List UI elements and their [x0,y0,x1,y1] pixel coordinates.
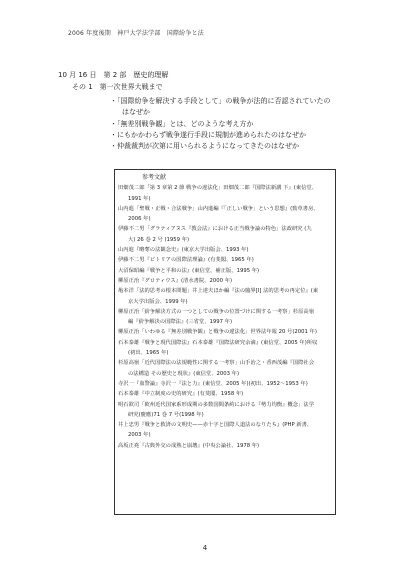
page-number: 4 [202,544,208,552]
reference-entry: 高坂正堯『古典外交の成熟と崩壊』(中央公論社、1978 年) [118,442,260,449]
question-item: ・「無差別戦争観」とは、どのような考え方か [110,119,254,128]
references-title: 参考文献 [142,174,167,181]
reference-entry: 杉原高嶺「近代国際法の法規範性に関する一考察」山手治之・香西茂編『国際社会 の法構造 その歴史と現状』(東信堂、2003 年) [118,360,314,377]
question-list [110,96,380,152]
subsection-heading: その 1 第一次世界大戦まで [72,83,163,91]
reference-entry: 柳原正治「いわゆる『無差別戦争観』と戦争の違法化」世界法年報 20 号(2001 年) [118,329,317,336]
reference-entry: 山内進「聖戦・正戦・合法戦争」山内進編『「正しい戦争」という思想』(勁草書房、 2006 年) [118,205,319,223]
reference-entry: 明石欽司「欧州近代国家系形成期の多数国間条約における『勢力均衡』概念」法学 研究(慶應)71 巻 7 号(1998 年) [118,401,314,418]
reference-entry: 山内進『略奪の法観念史』(東京大学出版会、1993 年) [118,247,249,254]
page-header: 2006 年度後期 神戸大学法学部 国際紛争と法 [68,30,204,37]
question-item: ・仲裁裁判が次第に用いられるようになってきたのはなぜか [110,142,299,151]
reference-entry: 石本泰雄『中立制度の史的研究』(有斐閣、1958 年) [118,391,244,398]
reference-entry: 井上忠男『戦争と救済の文明史——赤十字と国際人道法のなりたち』(PHP 新書、 2003 年) [118,422,313,439]
question-item: ・「国際紛争を解決する手段として」の戦争が法的に否認されていたの はなぜか [110,97,331,117]
reference-entry: 柳原正治『グロティウス』(清水書院、2000 年) [118,277,233,284]
reference-entry: 石本泰雄『戦争と現代国際法』石本泰雄『国際法研究余滴』(東信堂、2005 年)所収 (初出、1965 年) [118,339,318,357]
reference-entry: 柳原正治「紛争解決方式の一つとしての戦争の位置づけに関する一考察」杉原高嶺 編『紛争解決の国際法』(三省堂、1997 年) [118,308,314,326]
reference-entry: 伊藤不二男『ビトリアの国際法理論』(有斐閣、1965 年) [118,257,254,264]
references-list [118,183,332,451]
section-heading: 10 月 16 日 第 2 部 歴史的理解 [58,71,169,79]
question-item: ・にもかかわらず戦争遂行手段に規制が進められたのはなぜか [110,130,306,139]
reference-entry: 大沼保昭編『戦争と平和の法』(東信堂、補正版、1995 年) [118,267,260,274]
reference-entry: 寺沢一『血警論』寺沢一『法と力』(東信堂、2005 年)(初出、1952〜1953 年) [118,380,308,387]
reference-entry: 亀本洋「法的思考の根本問題」井上達夫ほか編『法の臨界[I] 法的思考の再定位』(東 京大学出版会、1999 年) [118,288,319,305]
references-box [114,169,336,515]
reference-entry: 伊藤不二男「グラティアヌス『教会法』における正当戦争論の特色」法政研究 (九 大) 26 巻 2 号 (1959 年) [118,226,312,243]
reference-entry: 田畑茂二郎「第 3 章第 2 節 戦争の違法化」田畑茂二郎『国際法新講 下』(東信堂、 1991 年) [118,185,318,202]
